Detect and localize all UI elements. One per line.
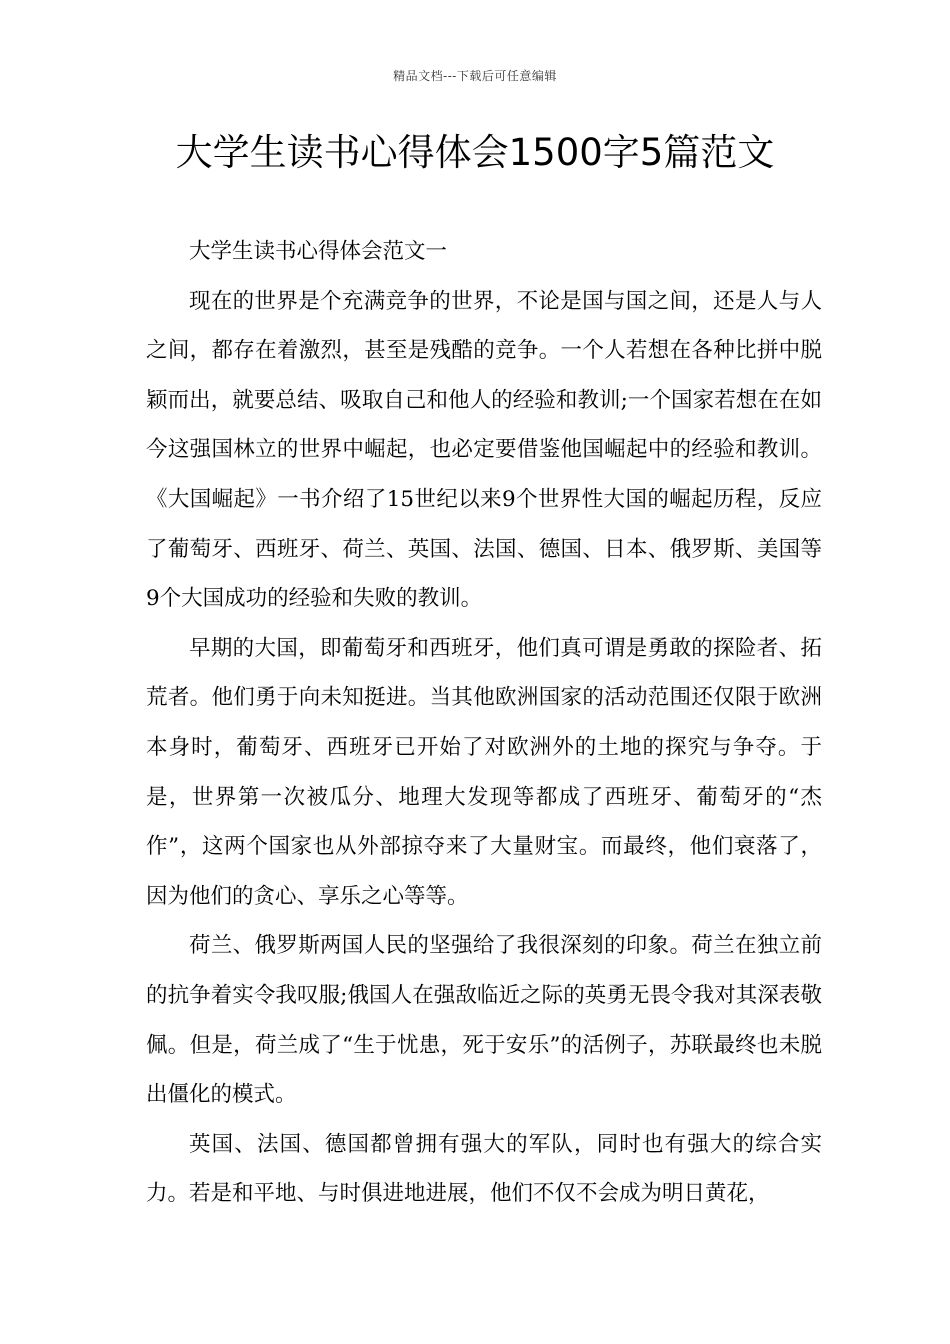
paragraph-1: 现在的世界是个充满竞争的世界，不论是国与国之间，还是人与人之间，都存在着激烈，甚至是残酷的竞争。一个人若想在各种比拼中脱颖而出，就要总结、吸取自己和他人的经验和教训;一个国家若想在在如今这强国林立的世界中崛起，也必定要借鉴他国崛起中的经验和教训。《大国崛起》一书介绍了15世纪以来9个世界性大国的崛起历程，反应了葡萄牙、西班牙、荷兰、英国、法国、德国、日本、俄罗斯、美国等9个大国成功的经验和失败的教训。 [146,288,822,612]
header-note: 精品文档---下载后可任意编辑 [393,69,557,83]
paragraph-2: 早期的大国，即葡萄牙和西班牙，他们真可谓是勇敢的探险者、拓荒者。他们勇于向未知挺进。当其他欧洲国家的活动范围还仅限于欧洲本身时，葡萄牙、西班牙已开始了对欧洲外的土地的探究与争夺。于是，世界第一次被瓜分、地理大发现等都成了西班牙、葡萄牙的“杰作”，这两个国家也从外部掠夺来了大量财宝。而最终，他们衰落了，因为他们的贪心、享乐之心等等。 [146,635,822,909]
document-title: 大学生读书心得体会1500字5篇范文 [175,131,775,174]
paragraph-4: 英国、法国、德国都曾拥有强大的军队，同时也有强大的综合实力。若是和平地、与时俱进地进展，他们不仅不会成为明日黄花， [146,1131,822,1207]
document-body [146,227,822,1219]
paragraph-3: 荷兰、俄罗斯两国人民的坚强给了我很深刻的印象。荷兰在独立前的抗争着实令我叹服;俄国人在强敌临近之际的英勇无畏令我对其深表敬佩。但是，荷兰成了“生于忧患，死于安乐”的活例子，苏联最终也未脱出僵化的模式。 [146,933,822,1108]
section-heading: 大学生读书心得体会范文一 [189,239,448,264]
